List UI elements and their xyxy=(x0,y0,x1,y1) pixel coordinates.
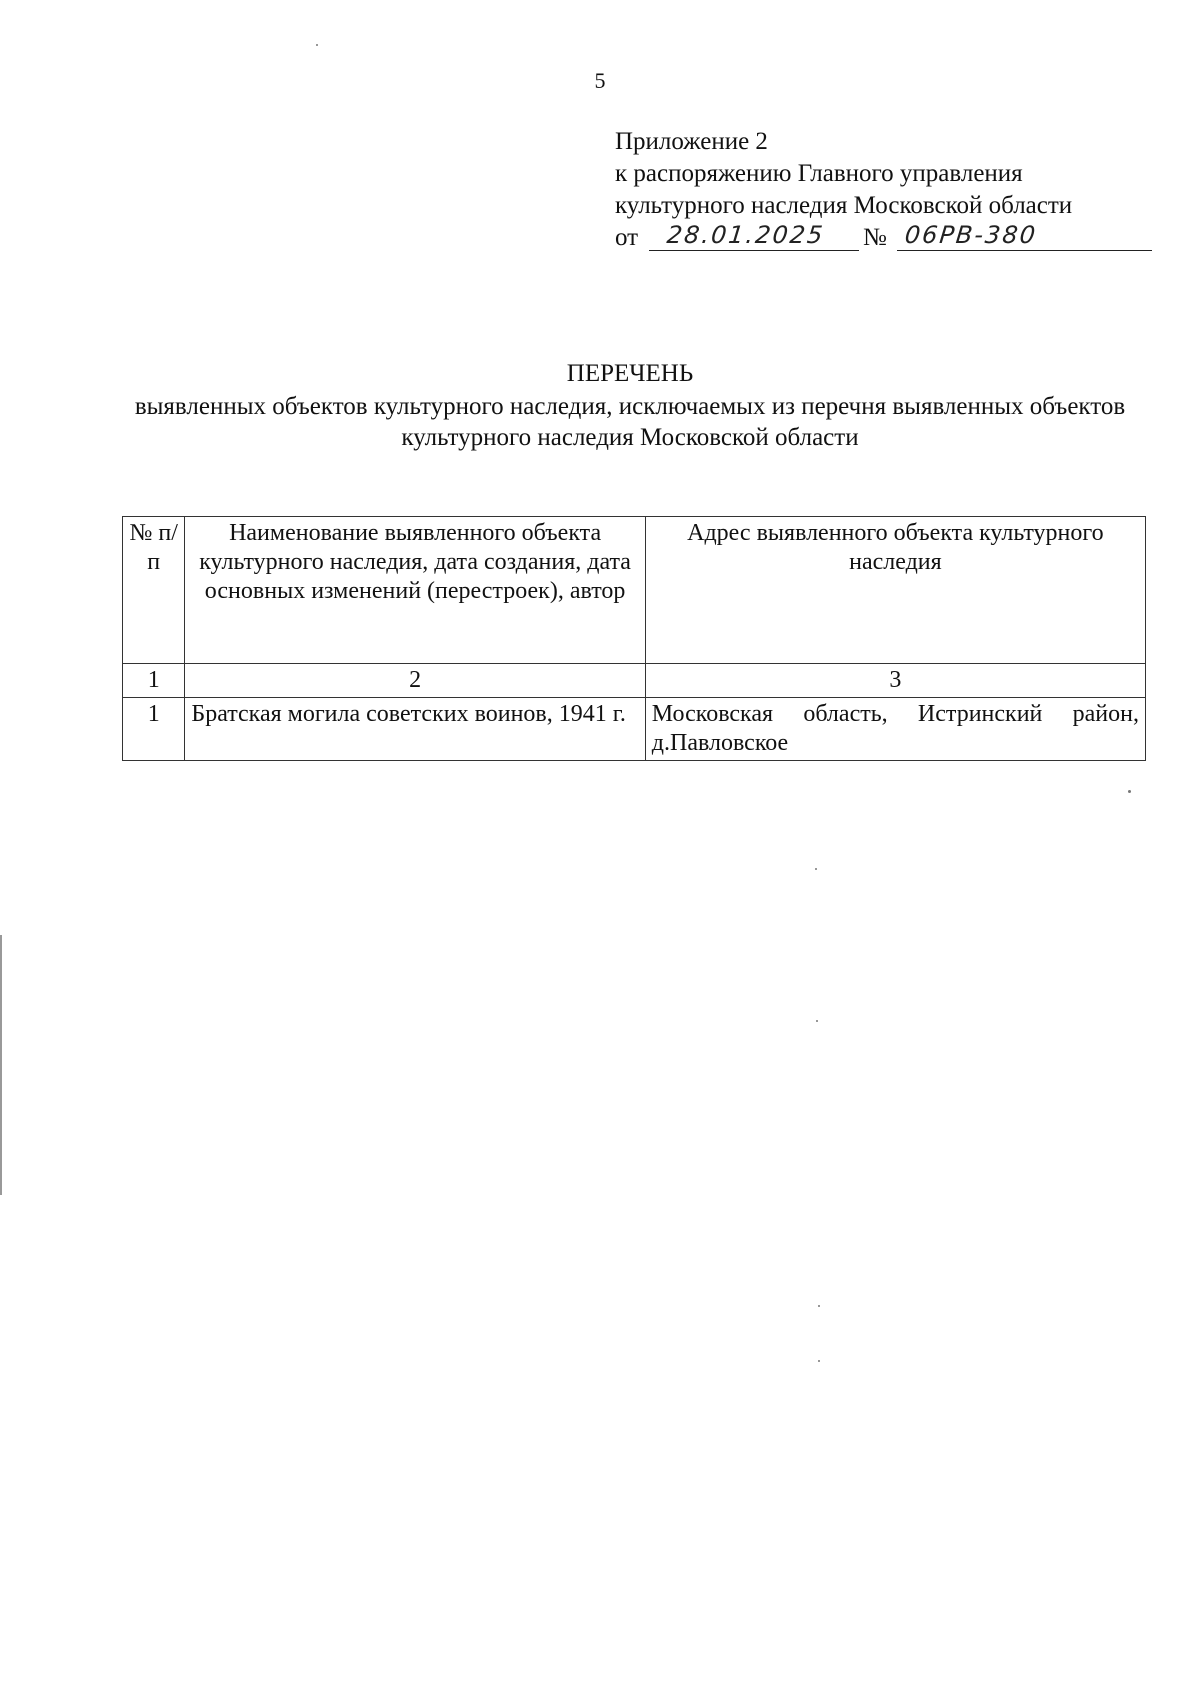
scan-edge-mark xyxy=(0,935,2,1195)
scan-speck xyxy=(818,1305,820,1307)
appendix-date-number-line xyxy=(615,222,1175,254)
scan-speck xyxy=(818,1360,820,1362)
column-number: 3 xyxy=(645,664,1145,698)
handwritten-number: 06РВ-380 xyxy=(903,221,1039,249)
scan-speck xyxy=(316,44,318,46)
heritage-objects-table xyxy=(122,516,1146,761)
table-row xyxy=(123,698,1146,761)
column-numbers-row xyxy=(123,664,1146,698)
document-subtitle: выявленных объектов культурного наследия, исключаемых из перечня выявленных объектов культурного наследия Московской области xyxy=(134,393,1126,451)
column-number: 1 xyxy=(123,664,185,698)
handwritten-date: 28.01.2025 xyxy=(665,221,826,249)
appendix-reference-line: к распоряжению Главного управления xyxy=(615,160,1023,187)
scan-speck xyxy=(1128,790,1131,793)
date-prefix: от xyxy=(615,224,639,251)
table-header-row xyxy=(123,517,1146,664)
page-number: 5 xyxy=(594,68,606,93)
row-number: 1 xyxy=(123,698,185,761)
document-title: ПЕРЕЧЕНЬ xyxy=(566,360,694,387)
object-name-cell: Братская могила советских воинов, 1941 г. xyxy=(185,698,645,761)
appendix-block xyxy=(615,126,1175,254)
object-address-cell: Московская область, Истринский район, д.Павловское xyxy=(645,698,1145,761)
scan-speck xyxy=(815,868,817,870)
header-object-address: Адрес выявленного объекта культурного наследия xyxy=(645,517,1145,664)
scan-speck xyxy=(816,1020,818,1022)
appendix-authority-line: культурного наследия Московской области xyxy=(615,192,1073,219)
header-object-name: Наименование выявленного объекта культурного наследия, дата создания, дата основных изменений (перестроек), автор xyxy=(185,517,645,664)
column-number: 2 xyxy=(185,664,645,698)
appendix-title: Приложение 2 xyxy=(615,128,768,155)
number-prefix: № xyxy=(863,224,887,251)
header-number: № п/п xyxy=(123,517,185,664)
